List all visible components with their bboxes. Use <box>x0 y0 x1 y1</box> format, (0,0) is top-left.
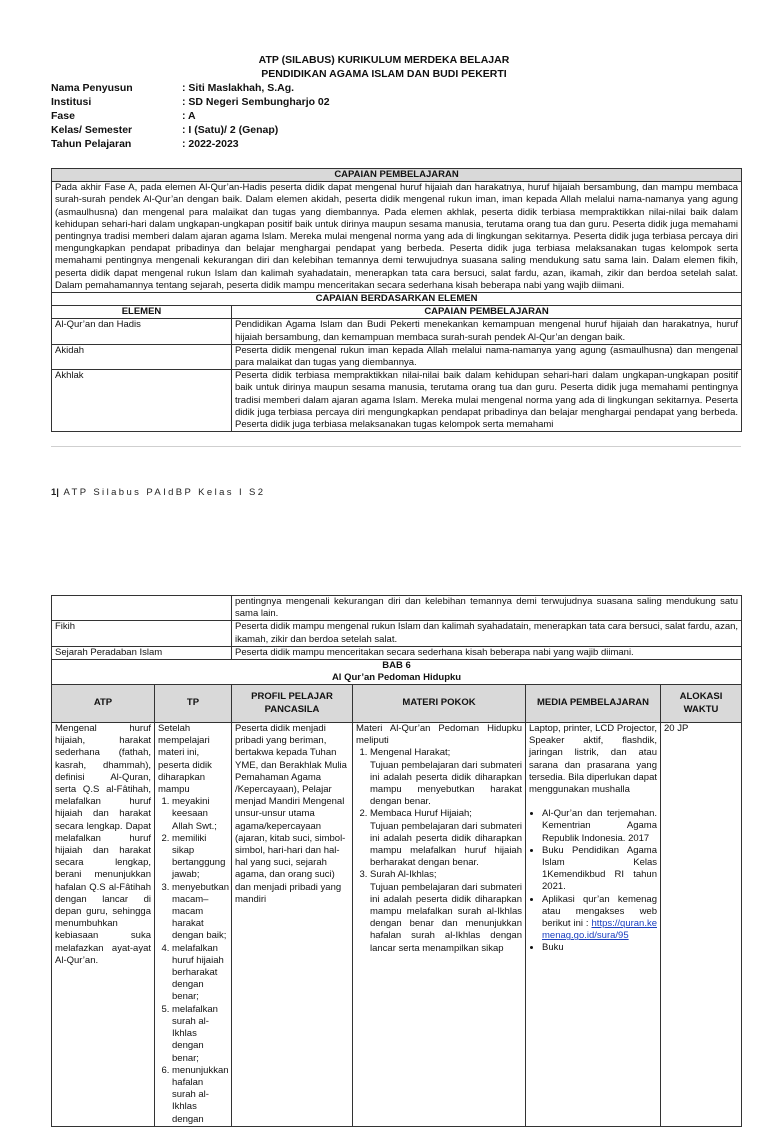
materi-cell <box>353 723 526 1127</box>
identity-value: : Siti Maslakhah, S.Ag. <box>182 82 295 94</box>
materi-list <box>356 747 522 954</box>
element-capaian: Peserta didik terbiasa mempraktikkan nilai-nilai baik dalam kehidupan sehari-hari dalam ungkapan-ungkapan positif baik untuk dirinya maupun sesama manusia, terutama orang tua dan guru. Peserta didik juga memahami pentingnya tradisi memberi dalam ajaran agama Islam. Mereka mulai mengenal norma yang ada di lingkungan sekitarnya. Peserta didik juga terbiasa percaya diri mengungkapkan pendapat pribadinya dan belajar menghargai pendapat yang berbeda. Peserta didik juga terbiasa melaksanakan tugas kelompok serta memahami <box>232 370 742 432</box>
column-header-capaian: CAPAIAN PEMBELAJARAN <box>232 306 742 319</box>
column-header-media: MEDIA PEMBELAJARAN <box>526 685 661 723</box>
page-gap <box>0 510 768 585</box>
list-item: 5. melafalkan surah al-Ikhlas dengan benar; <box>172 1004 228 1065</box>
identity-label: Kelas/ Semester <box>51 124 133 136</box>
element-name <box>52 596 232 621</box>
materi-intro: Materi Al-Qur’an Pedoman Hidupku meliputi <box>356 723 522 747</box>
bab-heading <box>52 660 742 685</box>
list-item: • Buku <box>542 942 657 954</box>
tp-cell <box>155 723 232 1127</box>
table-row <box>52 723 742 1127</box>
column-header-alokasi: ALOKASI WAKTU <box>661 685 742 723</box>
list-item: • Al-Qur’an dan terjemahan. Kementrian Agama Republik Indonesia. 2017 <box>542 808 657 845</box>
column-header-profil: PROFIL PELAJAR PANCASILA <box>232 685 353 723</box>
page-number: 1 <box>51 487 57 498</box>
element-name: Akidah <box>52 344 232 369</box>
table-row <box>52 370 742 432</box>
element-capaian: Peserta didik mengenal rukun iman kepada Allah melalui nama-namanya yang agung (asmaulhusna) dan mengenal para malaikat dan tugas yang diembannya. <box>232 344 742 369</box>
element-capaian: pentingnya mengenali kekurangan diri dan kelebihan temannya demi terwujudnya suasana saling mendukung satu sama lain. <box>232 596 742 621</box>
capaian-table <box>51 168 742 432</box>
bab-title: Al Qur’an Pedoman Hidupku <box>331 672 462 684</box>
list-item: 2. memiliki sikap bertanggung jawab; <box>172 833 228 882</box>
identity-label: Fase <box>51 110 75 122</box>
identity-value: : I (Satu)/ 2 (Genap) <box>182 124 279 136</box>
list-item <box>370 747 522 808</box>
silabus-table <box>51 595 742 1127</box>
footer-text: ATP Silabus PAIdBP Kelas I S2 <box>63 487 266 498</box>
list-item <box>370 869 522 954</box>
element-capaian: Pendidikan Agama Islam dan Budi Pekerti menekankan kemampuan mengenal huruf hijaiah dan harakatnya, huruf hijaiah bersambung, dan kemampuan membaca surah-surah pendek Al-Qur’an dengan baik. <box>232 319 742 344</box>
table-row <box>52 621 742 646</box>
column-header-elemen: ELEMEN <box>52 306 232 319</box>
identity-label: Nama Penyusun <box>51 82 133 94</box>
materi-desc: Tujuan pembelajaran dari submateri ini adalah peserta didik diharapkan mampu menyebutkan harakat dengan benar. <box>370 759 522 808</box>
document-page-2 <box>0 585 768 1125</box>
document-title-line-1: ATP (SILABUS) KURIKULUM MERDEKA BELAJAR <box>258 54 510 66</box>
bab-number: BAB 6 <box>382 660 411 672</box>
footer-divider <box>51 446 741 447</box>
quran-link[interactable]: https://quran.kemenag.go.id/sura/95 <box>542 918 657 942</box>
list-item: 6. menunjukkan hafalan surah al-Ikhlas dengan <box>172 1065 228 1126</box>
element-capaian: Peserta didik mampu menceritakan secara sederhana kisah beberapa nabi yang wajib diimani. <box>232 646 742 659</box>
table-row <box>52 596 742 621</box>
identity-value: : 2022-2023 <box>182 138 239 150</box>
list-item <box>542 894 657 943</box>
media-list <box>529 808 657 954</box>
identity-row <box>51 82 330 96</box>
materi-title: 3. Surah Al-Ikhlas; <box>370 869 437 881</box>
materi-desc: Tujuan pembelajaran dari submateri ini adalah peserta didik diharapkan mampu melafalkan surah al-Ikhlas dengan benar dan menunjukkan hafalan surah al-Ikhlas dengan lancar serta menampilkan sikap <box>370 881 522 954</box>
identity-value: : SD Negeri Sembungharjo 02 <box>182 96 330 108</box>
identity-block <box>51 82 330 152</box>
tp-intro: Setelah mempelajari materi ini, peserta didik diharapkan mampu <box>158 723 212 796</box>
document-page-1 <box>0 0 768 510</box>
element-name: Al-Qur’an dan Hadis <box>52 319 232 344</box>
materi-title: 1. Mengenal Harakat; <box>370 747 451 759</box>
atp-cell: Mengenal huruf hijaiah, harakat sederhana (fathah, kasrah, dhammah), definisi Al-Quran, serta Q.S al-Fâtihah, melafalkan huruf hijaiah dan harakat secara lengkap. Dapat melafalkan huruf hijaiah dan harakat secara lengkap, berani menunjukkan hafalan Q.S al-Fâtihah dengan lancar di depan guru, sehingga menumbuhkan kebiasaan suka melafazkan ayat-ayat Al-Qur’an. <box>52 723 155 1127</box>
profil-cell: Peserta didik menjadi pribadi yang beriman, bertakwa kepada Tuhan YME, dan Berakhlak Mulia Pemahaman Agama /Kepercayaan), Pelajar menjad Mandiri Mengenal unsur-unsur utama agama/kepercayaan (ajaran, kitab suci, simbol-simbol, hari-hari dan hal-hal yang suci, sejarah agama, dan orang suci) dan menjadi pribadi yang mandiri <box>232 723 353 1127</box>
identity-row <box>51 110 330 124</box>
table-row <box>52 319 742 344</box>
element-name: Akhlak <box>52 370 232 432</box>
list-item <box>370 808 522 869</box>
identity-row <box>51 124 330 138</box>
identity-label: Tahun Pelajaran <box>51 138 132 150</box>
tp-list <box>158 796 228 1125</box>
list-item: • Buku Pendidikan Agama Islam Kelas 1Kemendikbud RI tahun 2021. <box>542 845 657 894</box>
identity-row <box>51 138 330 152</box>
materi-desc: Tujuan pembelajaran dari submateri ini adalah peserta didik diharapkan mampu melafalkan huruf hijaiah berharakat dengan benar. <box>370 820 522 869</box>
identity-row <box>51 96 330 110</box>
document-title-line-2: PENDIDIKAN AGAMA ISLAM DAN BUDI PEKERTI <box>261 68 507 80</box>
table-row <box>52 646 742 659</box>
page-footer <box>51 487 265 498</box>
column-header-tp: TP <box>155 685 232 723</box>
media-cell <box>526 723 661 1127</box>
column-header-materi: MATERI POKOK <box>353 685 526 723</box>
media-intro: Laptop, printer, LCD Projector, Speaker aktif, flashdik, jaringan listrik, dan atau sarana dan prasarana yang tersedia. Bila diperlukan dapat menggunakan mushalla <box>529 723 657 796</box>
materi-title: 2. Membaca Huruf Hijaiah; <box>370 808 472 820</box>
footer-separator: | <box>56 487 59 498</box>
element-name: Sejarah Peradaban Islam <box>52 646 232 659</box>
column-header-atp: ATP <box>52 685 155 723</box>
element-capaian: Peserta didik mampu mengenal rukun Islam dan kalimah syahadatain, menerapkan tata cara bersuci, salat fardu, azan, ikamah, zikir dan berdoa setelah salat. <box>232 621 742 646</box>
list-item: 4. melafalkan huruf hijaiah berharakat dengan benar; <box>172 943 228 1004</box>
capaian-text: Pada akhir Fase A, pada elemen Al-Qur’an-Hadis peserta didik dapat mengenal huruf hijaiah dan harakatnya, huruf hijaiah bersambung, dan mampu membaca surah-surah pendek Al-Qur’an dengan baik. Dalam elemen akidah, peserta didik mengenal rukun iman, iman kepada Allah melalui nama-namanya yang agung (asmaulhusna) dan mengenal para malaikat dan tugas yang diembannya. Pada elemen akhlak, peserta didik terbiasa mempraktikkan nilai-nilai baik dalam kehidupan sehari-hari dalam ungkapan-ungkapan positif baik untuk dirinya maupun sesama manusia, terutama orang tua dan guru. Peserta didik juga memahami pentingnya tradisi memberi dalam ajaran agama Islam. Mereka mulai mengenal norma yang ada di lingkungan sekitarnya. Peserta didik juga terbiasa percaya diri mengungkapkan pendapat pribadinya dan belajar menghargai pendapat yang berbeda. Peserta didik juga terbiasa melaksanakan tugas kelompok serta memahami pentingnya mengenali kekurangan diri dan kelebihan temannya demi terwujudnya suasana saling mendukung satu sama lain. Dalam elemen fikih, peserta didik dapat mengenal rukun Islam dan kalimah syahadatain, menerapkan tata cara bersuci, salat fardu, azan, ikamah, zikir dan berdoa setelah salat. Dalam pemahamannya tentang sejarah, peserta didik mampu menceritakan secara sederhana kisah beberapa nabi yang wajib diimani. <box>52 182 742 293</box>
identity-label: Institusi <box>51 96 92 108</box>
capaian-heading: CAPAIAN PEMBELAJARAN <box>52 169 742 182</box>
identity-value: : A <box>182 110 196 122</box>
capaian-element-heading: CAPAIAN BERDASARKAN ELEMEN <box>52 293 742 306</box>
table-row <box>52 344 742 369</box>
media-item-text: Aplikasi qur’an kemenag atau mengakses web berikut ini : <box>542 893 657 930</box>
bab-heading-row <box>52 660 742 685</box>
element-name: Fikih <box>52 621 232 646</box>
alokasi-cell: 20 JP <box>661 723 742 1127</box>
list-item: 3. menyebutkan macam–macam harakat dengan baik; <box>172 882 228 943</box>
list-item: 1. meyakini keesaan Allah Swt.; <box>172 796 228 833</box>
